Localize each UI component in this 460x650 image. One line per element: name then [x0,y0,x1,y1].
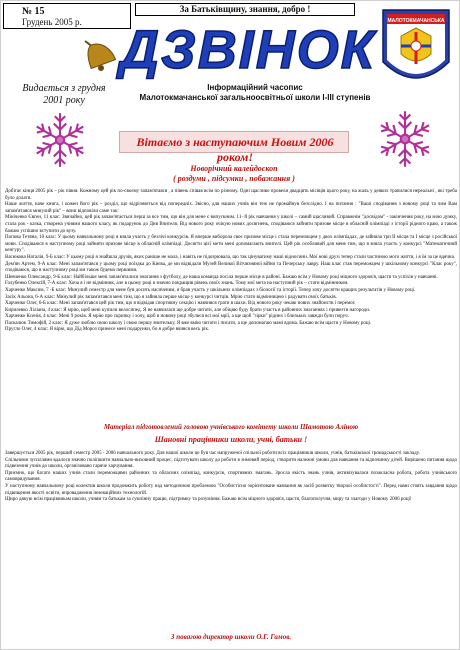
newsletter-subtitle [135,83,375,103]
paragraph: Дем'ян Артем, 9-А клас: Мені запам'ятався у цьому році поїздка до Києва, де ми відвідали Музей Великої Вітчизняної війни та Печерську лавру. Наш клас став переможцем у шкільному конкурсі "Клас року", сподіваюся, що в наступному році ми також будемо першими. [5,261,457,274]
paragraph: Засік Альона, 6-А клас: Минулий рік запам'ятався мені тим, що я зайняла перше місце у конкурсі читців. Мрію стати відмінницею і радувати своїх батьків. [5,294,337,300]
paragraph: Кирилевко Ліліана, 4 клас: Я мрію, щоб мені купили велосипед. Я не навчилася ще добре читати, але обіцяю буду брати участь в районних змаганнях і привезти нагороди. [5,307,371,313]
paragraph: Спільними зусиллями вдалося значно поліпшити навчально-виховний процес, підготувати школу до роботи в зимовий період, створити належні умови для навчання та відпочинку дітей. Вирішено питання щодо підвезення учнів до школи, організовано гаряче харчування. [5,457,457,470]
motto: За Батьківщину, знання, добро ! [135,3,355,16]
subtitle-line-2: Малотокмачанської загальноосвітньої школи I-III ступенів [139,93,371,102]
paragraph: Наше життя, наче книга, і кожен його рік – розділ, що відрізняється від попередніх. Звісно, для наших учнів він теж не промайнув безслідно. І на питання : "Ваші сподівання з новому році та чим Вам запам'ятався минулий рік" – вони відповіли саме так: [5,202,457,214]
issue-info-box [3,3,131,29]
kaleidoscope-title: Новорічний калейдоскоп [190,164,278,173]
new-year-greeting-box [119,131,349,164]
school-emblem-icon [379,6,453,96]
issue-date: Грудень 2005 р. [22,17,82,27]
paragraph: Харченко Ксенія, 4 клас: Мені 9 років. Я мрію про скрипку і хочу, щоб в новому році збулися всі мої мрії, а ще щоб "зірки" рідних і близьких завжди були поруч. [5,314,349,320]
committee-note: Матеріал підготовлений головою учнівського комітету школи Шамотою Аліною [103,423,359,431]
paragraph: Мініченко Євген, 11 клас: Звичайно, цей рік запам'ятається перш за все тим, що він для мене є випускним. 11- й рік навчання у школі – самий щасливий. Справжнім "досвідом" - закінчення року, на мою думку, стала рок - казка, створена учнями нашого класу, як подарунок до Дня Вчителя. Від нового року очікую нових досягнень, сподіваюся зайняти призове місце в обласній олімпіаді з історії рідного краю, а також бажаю успішно вступити до вузу. [5,215,457,234]
paragraph: Васюкова Наталія, 9-Б клас: У цьому році я знайшла друзів, яких раніше не мала, і навіть не підозрювала, що так цінуватиму наші відносини. Мої нові друзі тепер стали частиною мого життя, і я їм за це вдячна. [5,254,456,260]
school-logo-text: МАЛОТОКМАЧАНСЬКА [387,18,445,24]
since-line-2: 2001 року [43,95,85,106]
paragraph: Приємно, що багато наших учнів стали переможцями районних та обласних олімпіад, конкурсів, спортивних змагань. Зросла якість знань учнів, активізувалася позакласна робота, робота учнівського самоврядування. [5,470,457,483]
paragraph: Харченко Максим, 7 -Б клас: Минулий семестр для мене був досить насиченим, я брав участь у шкільних олімпіадах з біології та історії. Тепер хочу досягти кращих результатів у Новому році. [5,287,416,293]
since-line-1: Видається з грудня [22,83,106,94]
masthead-title [120,18,376,80]
snowflake-icon [29,109,91,171]
new-year-greeting: Вітаємо з наступаючим Новим 2006 роком! [136,135,334,164]
paragraph: Харченко Олег, 6-Б клас: Мені запам'ятався цей рік тим, що я відвідав спортивну секцію і навчився грати в шахи. Від нового року чекаю нових знайомств і перемог. [5,301,356,307]
address-greeting: Шановні працівники школи, учні, батьки ! [154,435,308,444]
bell-icon [79,35,119,75]
paragraph: У наступному навчальному році колектив школи продовжить роботу над методичною проблемою "Особистісно зорієнтоване навчання як засіб розвитку творчої особистості". Перед нами стоять завдання щодо підвищення якості освіти, впровадження інноваційних технологій. [5,483,457,496]
paragraph: Пругло Олег, 4 клас: Я вірю, що Дід Мороз принесе мені подарунки, бо я добре вчився весь рік. [5,327,210,333]
kaleidoscope-subtitle: ( роздуми , підсумки , побажання ) [173,174,295,183]
paragraph: Шевченко Олександр, 9-Б клас: Найбільше мені запам'яталися змагання з футболу, де наша команда посіла перше місце в районі. Бажаю всім у Новому році міцного здоров'я, щастя та успіхів у навчанні. [5,274,438,280]
paragraph: Паскалюк Тимофій, 2 клас: Я дуже люблю свою школу і свою першу вчительку. Я вже вмію читати і писати, а ще допомагаю мамі вдома. Бажаю всім щастя у Новому році. [5,320,372,326]
kaleidoscope-article [5,189,457,421]
newsletter-title: ДЗВІНОК [120,20,376,80]
subtitle-line-1: Інформаційний часопис [207,83,303,92]
since-note [9,83,119,107]
paragraph: Добігає кінця 2005 рік – рік півня. Кожному цей рік по-своєму запам'ятався , а півень співав всім по різному. Одні щасливо провели двадцять місяців цього року, на жаль у деяких трапилися нереальні , які треба було долати. [5,189,457,201]
kaleidoscope-heading [121,164,347,184]
issue-number: № 15 [22,6,45,17]
paragraph: Завершується 2005 рік, перший семестр 2005 - 2006 навчального року. Для нашої школи це був час напруженої спільної роботи всіх працівників школи, учнів, батьківської громадськості закладу. [5,451,420,456]
director-signature: З повагою директор школи О.Г. Гамов. [170,633,292,641]
paragraph: Голубенко Олексій, 7-А клас: Хоча я і не відмінник, але в цьому році я значно покращив рівень своїх знань. Тому мої мета на наступний рік – стати відмінником. [5,281,349,287]
paragraph: Щиро дякую всім працівникам школи, учням та батькам за сумлінну працю, підтримку та розуміння. Бажаю всім міцного здоров'я, щастя, благополуччя, миру та злагоди у Новому 2006 році! [5,497,412,503]
paragraph: Попова Тетяна, 10 клас: У цьому навчальному році я взяла участь у безлічі конкурсів. Я вперше виборола своє призове місце і стала переможцем у двох олімпіадах, де зайняла три II місця та I місце з російської мови. Сподіваюся в наступному році зайняти призове місце в обласній олімпіаді. Досягти цієї мети мені допомагають вчителі. Цей рік особливий для мене тим, що я взяла участь у конкурсі "Математичний кенгуру". [5,235,457,254]
snowflake-icon [373,107,437,171]
director-address [5,451,457,619]
